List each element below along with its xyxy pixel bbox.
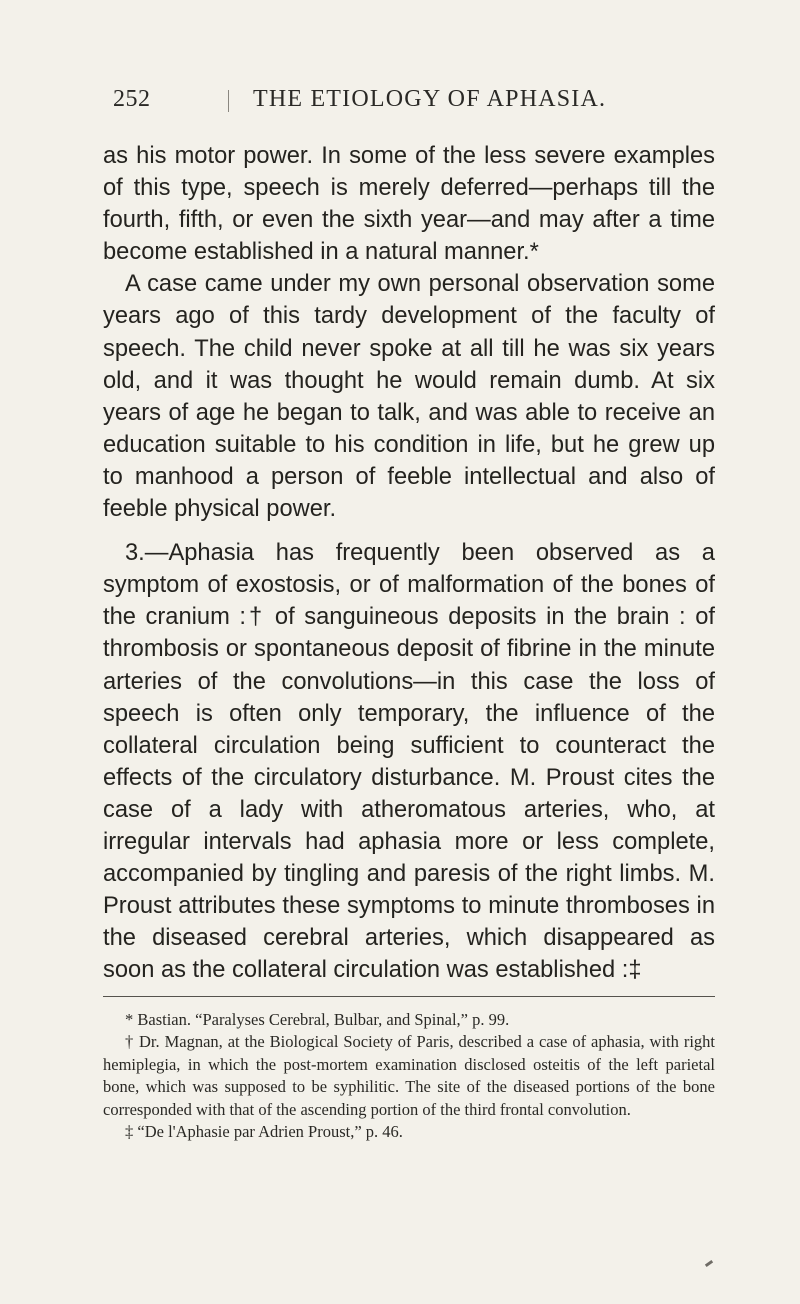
header-separator — [228, 90, 229, 112]
main-text — [103, 140, 715, 986]
footnote-proust: ‡ “De l'Aphasie par Adrien Proust,” p. 46. — [125, 1122, 403, 1142]
chapter-title: THE ETIOLOGY OF APHASIA. — [253, 86, 607, 112]
paragraph-section-3: 3.—Aphasia has frequently been observed as a symptom of exostosis, or of malformation of the bones of the cranium :† of sanguineous deposits in the brain : of thrombosis or spontaneous deposit of fibrine in the minute arteries of the convolutions—in this case the loss of speech is often only temporary, the influence of the collateral circulation being sufficient to counteract the effects of the circulatory disturbance. M. Proust cites the case of a lady with atheromatous arteries, who, at irregular intervals had aphasia more or less complete, accompanied by tingling and paresis of the right limbs. M. Proust attributes these symptoms to minute thromboses in the diseased cerebral arteries, which disappeared as soon as the collateral circulation was established :‡ — [103, 540, 715, 984]
footnote-bastian: * Bastian. “Paralyses Cerebral, Bulbar, and Spinal,” p. 99. — [125, 1010, 510, 1029]
footnotes — [103, 1009, 715, 1143]
paragraph-personal-case: A case came under my own personal observation some years ago of this tardy development of the faculty of speech. The child never spoke at all till he was six years old, and it was thought he would remain dumb. At six years of age he began to talk, and was able to receive an education suitable to his condition in life, but he grew up to manhood a person of feeble intellectual and also of feeble physical power. — [103, 271, 715, 523]
footnote-divider — [103, 996, 715, 997]
footnote-magnan: † Dr. Magnan, at the Biological Society of Paris, described a case of aphasia, with right hemiplegia, in which the post-mortem examination disclosed osteitis of the left parietal bone, which was supposed to be syphilitic. The site of the diseased portions of the bone corresponded with that of the ascending portion of the third frontal convolution. — [103, 1032, 715, 1119]
paragraph-continuation: as his motor power. In some of the less severe examples of this type, speech is merely deferred—perhaps till the fourth, fifth, or even the sixth year—and may after a time become established in a natural manner.* — [103, 143, 715, 266]
running-head — [113, 86, 713, 120]
print-mark — [705, 1260, 713, 1267]
page-number: 252 — [113, 86, 151, 112]
